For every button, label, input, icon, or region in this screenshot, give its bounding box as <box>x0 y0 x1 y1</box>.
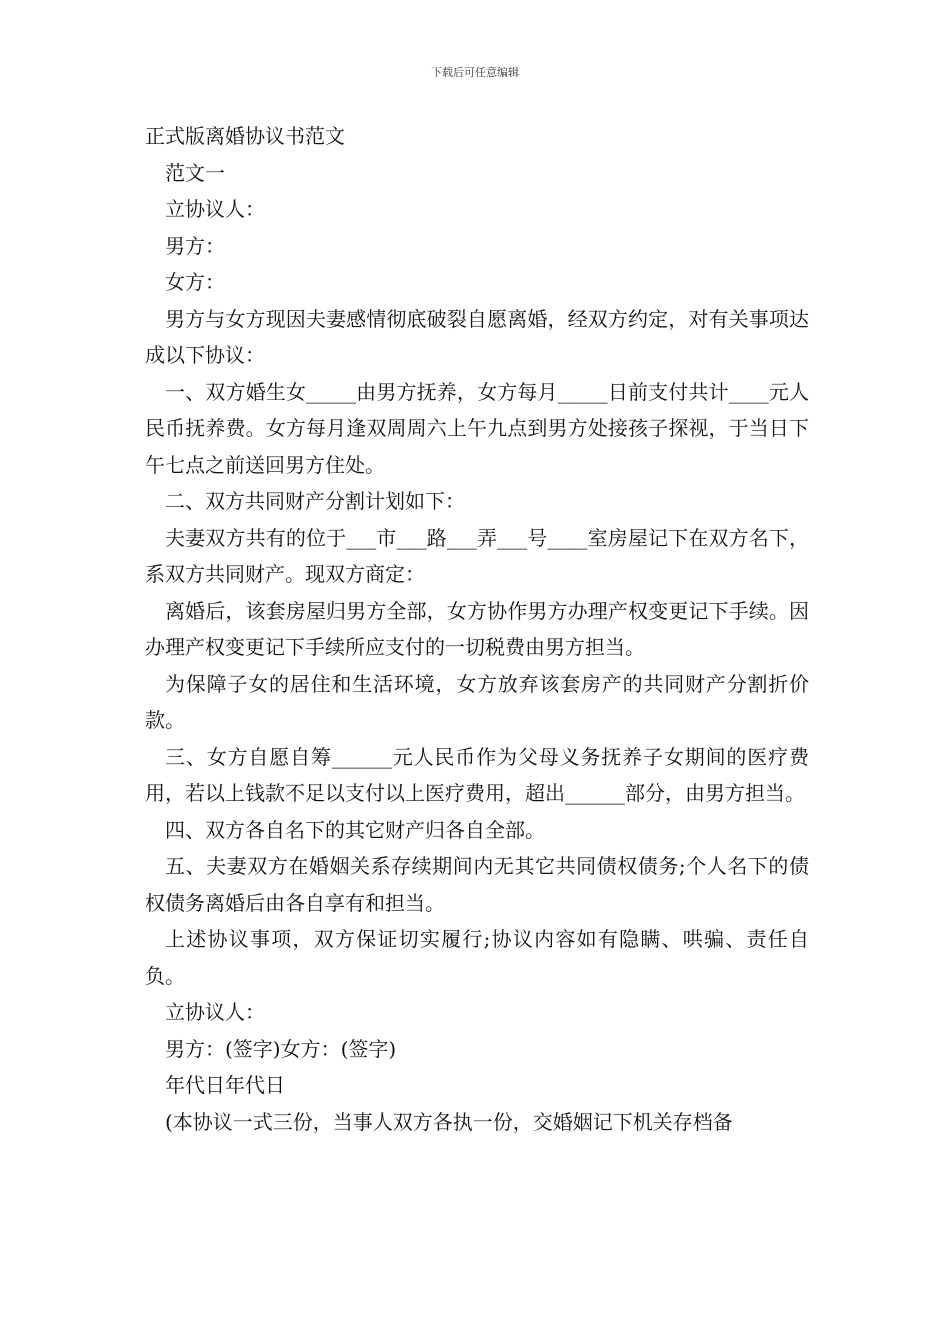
paragraph: 为保障子女的居住和生活环境，女方放弃该套房产的共同财产分割折价款。 <box>145 671 809 732</box>
paragraph: 范文一 <box>165 160 225 185</box>
paragraph: 上述协议事项，双方保证切实履行;协议内容如有隐瞒、哄骗、责任自负。 <box>145 927 809 988</box>
paragraph: 立协议人： <box>165 197 265 221</box>
paragraph: 女方： <box>165 270 225 294</box>
paragraph: 离婚后，该套房屋归男方全部，女方协作男方办理产权变更记下手续。因办理产权变更记下手续所应支付的一切税费由男方担当。 <box>145 598 809 659</box>
paragraph: 立协议人： <box>165 1000 265 1024</box>
page-header: 下载后可任意编辑 <box>431 66 519 79</box>
paragraph: 年代日年代日 <box>165 1073 285 1097</box>
paragraph: 一、双方婚生女_____由男方抚养，女方每月_____日前支付共计____元人民币抚养费。女方每月逢双周周六上午九点到男方处接孩子探视，于当日下午七点之前送回男方住处。 <box>145 379 809 477</box>
paragraph: 四、双方各自名下的其它财产归各自全部。 <box>165 817 545 842</box>
paragraph: 五、夫妻双方在婚姻关系存续期间内无其它共同债权债务;个人名下的债权债务离婚后由各自享有和担当。 <box>145 854 809 915</box>
paragraph: 夫妻双方共有的位于___市___路___弄___号____室房屋记下在双方名下，系双方共同财产。现双方商定： <box>145 525 809 586</box>
paragraph: 男方： <box>165 233 225 258</box>
paragraph: 二、双方共同财产分割计划如下： <box>165 489 465 513</box>
document-body <box>145 118 809 1140</box>
paragraph: 三、女方自愿自筹______元人民币作为父母义务抚养子女期间的医疗费用，若以上钱款不足以支付以上医疗费用，超出______部分，由男方担当。 <box>145 744 809 805</box>
paragraph: (本协议一式三份，当事人双方各执一份，交婚姻记下机关存档备 <box>165 1109 733 1134</box>
paragraph: 男方与女方现因夫妻感情彻底破裂自愿离婚，经双方约定，对有关事项达成以下协议： <box>145 306 809 367</box>
document-title: 正式版离婚协议书范文 <box>145 124 345 148</box>
paragraph: 男方：(签字)女方：(签字) <box>165 1036 397 1061</box>
